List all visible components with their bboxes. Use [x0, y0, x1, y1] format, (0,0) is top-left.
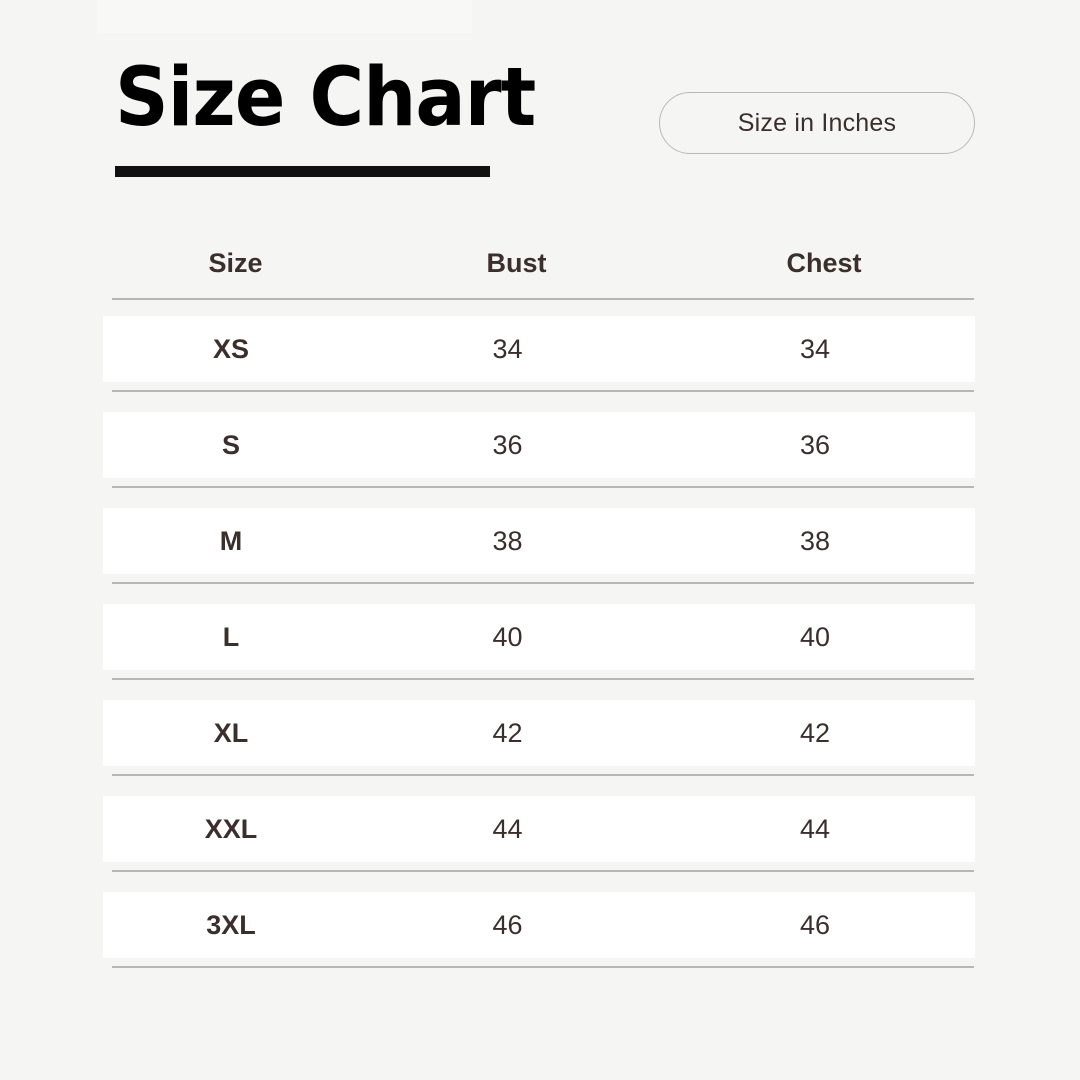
- row-divider: [112, 870, 974, 872]
- table-row: [103, 316, 975, 382]
- cell-size: M: [219, 525, 243, 556]
- cell-bust: 34: [492, 333, 523, 364]
- cell-chest: 40: [799, 621, 831, 652]
- cell-bust: 36: [492, 429, 523, 460]
- cell-size: XL: [213, 717, 249, 748]
- title-underline: [115, 166, 490, 177]
- unit-toggle[interactable]: [659, 92, 975, 154]
- row-divider: [112, 774, 974, 776]
- header-gap: [103, 300, 975, 316]
- unit-label: Size in Inches: [737, 108, 897, 137]
- cell-size: S: [221, 429, 240, 460]
- header: [115, 52, 975, 202]
- cell-bust: 38: [492, 525, 523, 556]
- column-header-size: Size: [208, 247, 263, 278]
- column-header-bust: Bust: [486, 247, 547, 278]
- size-table: [103, 228, 975, 958]
- cell-chest: 38: [799, 525, 831, 556]
- table-row: [103, 892, 975, 958]
- cell-chest: 34: [799, 333, 831, 364]
- cell-size: XS: [212, 333, 250, 364]
- page-title: Size Chart: [115, 51, 536, 145]
- cell-bust: 40: [492, 621, 523, 652]
- column-header-chest: Chest: [786, 247, 862, 278]
- background-panel: [97, 0, 472, 33]
- cell-bust: 44: [492, 813, 523, 844]
- cell-size: 3XL: [206, 909, 256, 940]
- table-row: [103, 700, 975, 766]
- cell-size: XXL: [204, 813, 258, 844]
- row-divider: [112, 486, 974, 488]
- row-divider: [112, 678, 974, 680]
- table-row: [103, 412, 975, 478]
- table-row: [103, 508, 975, 574]
- cell-chest: 36: [799, 429, 831, 460]
- cell-bust: 46: [492, 909, 523, 940]
- cell-chest: 42: [799, 717, 831, 748]
- cell-chest: 44: [799, 813, 831, 844]
- table-row: [103, 604, 975, 670]
- row-divider: [112, 582, 974, 584]
- cell-bust: 42: [492, 717, 523, 748]
- cell-size: L: [222, 621, 240, 652]
- row-divider: [112, 966, 974, 968]
- row-divider: [112, 390, 974, 392]
- table-row: [103, 796, 975, 862]
- cell-chest: 46: [799, 909, 831, 940]
- table-header-row: [103, 228, 975, 298]
